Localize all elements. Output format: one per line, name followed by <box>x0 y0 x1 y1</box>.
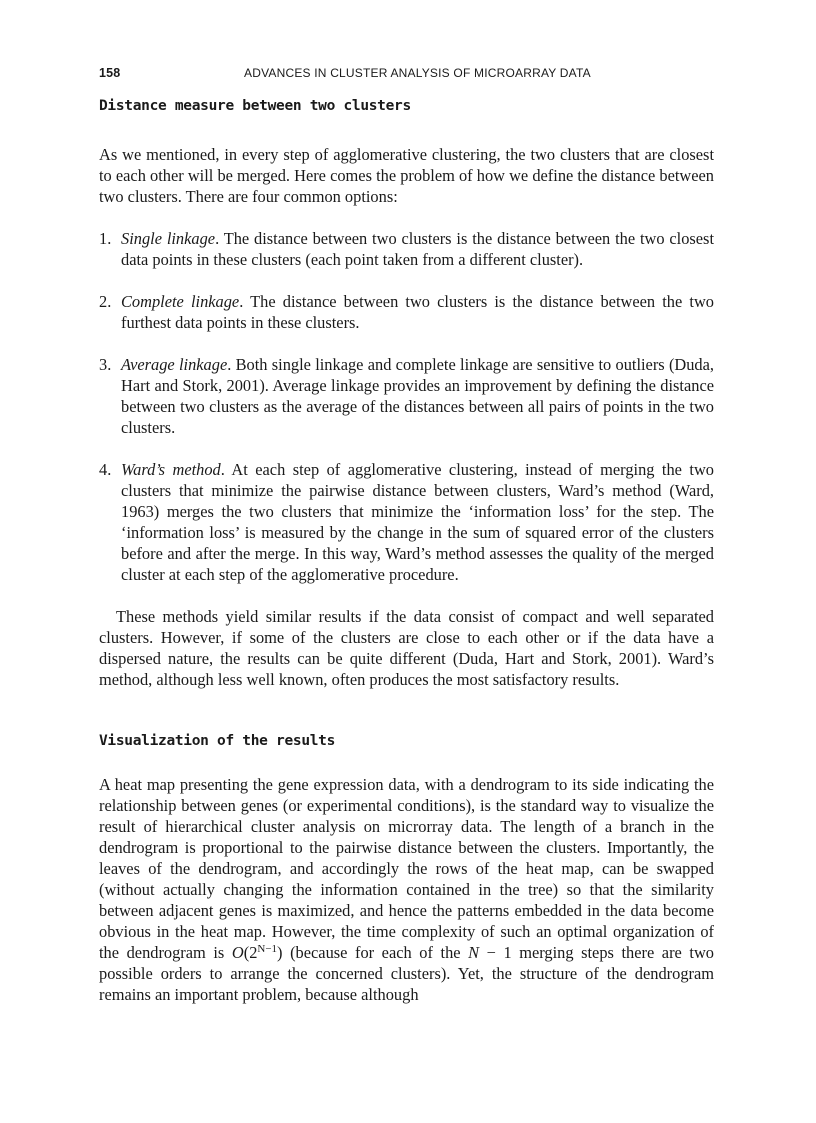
running-head <box>99 66 714 84</box>
list-term: Ward’s method <box>121 460 221 479</box>
complexity-formula <box>232 943 283 962</box>
list-term: Single linkage <box>121 229 216 248</box>
list-text: . At each step of agglomerative clustering, instead of merging the two clusters that minimize the pairwise distance between clusters, Ward’s method (Ward, 1963) merges the two clusters that minimize the ‘information loss’ for the step. The ‘information loss’ is measured by the change in the sum of squared error of the clusters before and after the merge. In this way, Ward’s method assesses the quality of the merged cluster at each step of the agglomerative procedure. <box>121 460 714 584</box>
page-number: 158 <box>99 66 121 80</box>
list-number: 1. <box>99 229 112 248</box>
list-number: 3. <box>99 355 112 374</box>
paragraph-text: A heat map presenting the gene expression data, with a dendrogram to its side indicating the relationship between genes (or experimental conditions), is the standard way to visualize the result of hierarchical cluster analysis on microrray data. The length of a branch in the dendrogram is proportional to the pairwise distance between the clusters. Importantly, the leaves of the dendrogram, and accordingly the rows of the heat map, can be swapped (without actually changing the information contained in the tree) so that the similarity between adjacent genes is maximized, and hence the patterns embedded in the data become obvious in the heat map. However, the time complexity of such an optimal organization of the dendrogram is <box>99 775 714 962</box>
running-title: ADVANCES IN CLUSTER ANALYSIS OF MICROARRAY DATA <box>244 66 591 80</box>
list-text: . Both single linkage and complete linkage are sensitive to outliers (Duda, Hart and Stork, 2001). Average linkage provides an improvement by defining the distance between two clusters as the average of the distances between all pairs of points in the two clusters. <box>121 355 715 437</box>
section-heading-visualization: Visualization of the results <box>99 733 336 749</box>
list-text: . The distance between two clusters is the distance between the two furthest data points in these clusters. <box>121 292 714 332</box>
formula-exponent: N−1 <box>257 943 278 955</box>
list-number: 4. <box>99 460 112 479</box>
intro-paragraph: As we mentioned, in every step of agglomerative clustering, the two clusters that are closest to each other will be merged. Here comes the problem of how we define the distance between two clusters. There are four common options: <box>99 145 714 206</box>
variable-N: N <box>468 943 480 962</box>
formula-close: ) <box>277 943 283 962</box>
list-item-average-linkage <box>99 354 714 438</box>
formula-open: (2 <box>243 943 258 962</box>
paragraph-text: − 1 merging steps there are two possible orders to arrange the concerned clusters). Yet, the structure of the dendrogram remains an important problem, because although <box>99 943 714 1004</box>
section-heading-distance-measure: Distance measure between two clusters <box>99 98 411 114</box>
list-term: Complete linkage <box>121 292 240 311</box>
paragraph-text: (because for each of the <box>282 943 469 962</box>
list-item-wards-method <box>99 459 714 585</box>
closing-paragraph: These methods yield similar results if the data consist of compact and well separated clusters. However, if some of the clusters are close to each other or if the data have a dispersed nature, the results can be quite different (Duda, Hart and Stork, 2001). Ward’s method, although less well known, often produces the most satisfactory results. <box>99 607 714 689</box>
formula-O: O <box>231 943 244 962</box>
list-item-single-linkage <box>99 228 714 270</box>
visualization-paragraph <box>99 774 714 1005</box>
list-text: . The distance between two clusters is the distance between the two closest data points in these clusters (each point taken from a different cluster). <box>121 229 714 269</box>
list-number: 2. <box>99 292 112 311</box>
list-term: Average linkage <box>121 355 228 374</box>
list-item-complete-linkage <box>99 291 714 333</box>
